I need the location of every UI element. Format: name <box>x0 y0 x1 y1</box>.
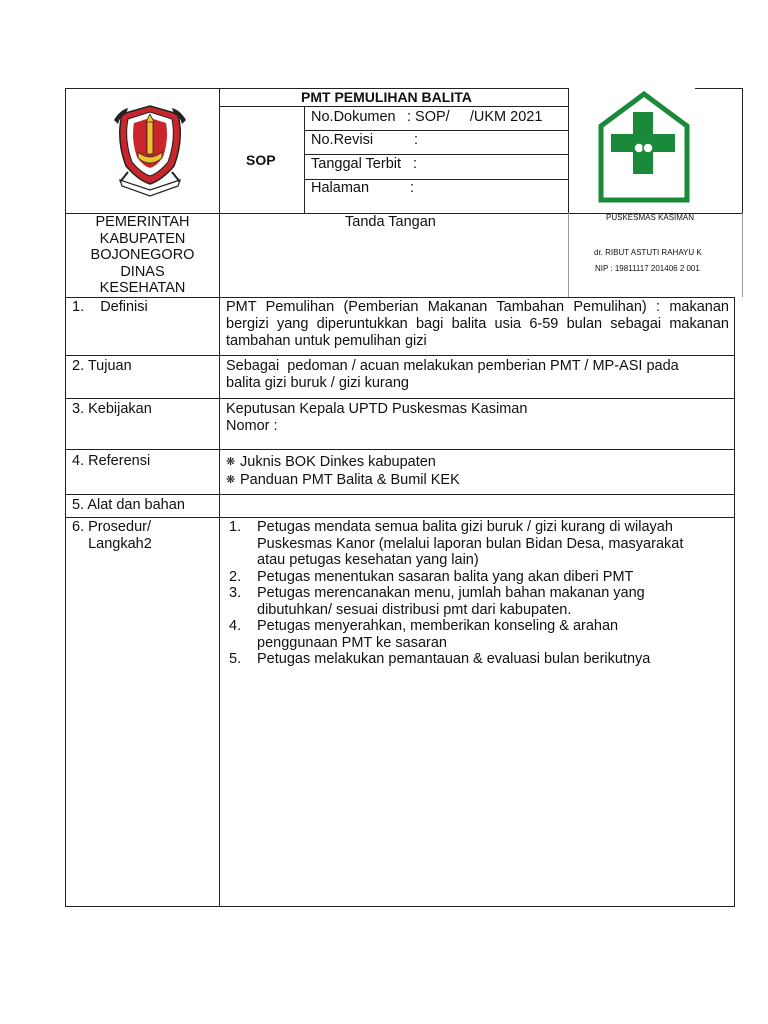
asterisk-bullet-icon: ❋ <box>226 456 236 468</box>
step-number: 1. <box>229 519 242 535</box>
rule <box>65 906 735 907</box>
list-item <box>220 585 683 618</box>
step-line: Petugas merencanakan menu, jumlah bahan makanan yang <box>257 585 645 601</box>
list-item <box>220 651 683 668</box>
rule <box>65 355 735 356</box>
list-item <box>220 618 683 651</box>
referensi-list <box>226 453 460 489</box>
kebijakan-line: Nomor : <box>226 418 278 434</box>
gov-line: PEMERINTAH <box>95 214 190 230</box>
rule <box>742 213 743 297</box>
rule <box>65 398 735 399</box>
asterisk-bullet-icon: ❋ <box>226 474 236 486</box>
step-line: Petugas menentukan sasaran balita yang akan diberi PMT <box>257 568 634 585</box>
sop-label: SOP <box>246 152 276 168</box>
bojonegoro-seal-logo <box>110 100 190 198</box>
document-title: PMT PEMULIHAN BALITA <box>301 89 472 105</box>
step-line: Petugas menyerahkan, memberikan konseling & arahan <box>257 618 619 634</box>
rule <box>568 213 569 297</box>
rule <box>65 449 735 450</box>
step-number: 2. <box>229 568 242 585</box>
kebijakan-line: Keputusan Kepala UPTD Puskesmas Kasiman <box>226 401 528 417</box>
rule <box>65 88 66 907</box>
row-label-prosedur: 6. Prosedur/ <box>72 519 151 535</box>
field-value-tanggal-terbit: : <box>413 156 418 172</box>
signature-label: Tanda Tangan <box>345 214 436 230</box>
step-line: penggunaan PMT ke sasaran <box>257 634 447 651</box>
tujuan-line: balita gizi buruk / gizi kurang <box>226 375 409 391</box>
field-label-tanggal-terbit: Tanggal Terbit <box>311 156 402 172</box>
rule <box>65 88 225 89</box>
rule <box>219 106 569 107</box>
rule <box>304 106 305 214</box>
field-label-halaman: Halaman <box>311 180 370 196</box>
rule <box>304 154 569 155</box>
row-label-alat-bahan: 5. Alat dan bahan <box>72 497 185 513</box>
rule <box>65 494 735 495</box>
field-label-no-revisi: No.Revisi <box>311 132 374 148</box>
field-value-no-dokumen: : SOP/ /UKM 2021 <box>407 109 543 125</box>
row-label-definisi: 1. Definisi <box>72 299 148 315</box>
definisi-text: PMT Pemulihan (Pemberian Makanan Tambahan Pemulihan) : makanan bergizi yang diperuntukkan bagi balita usia 6-59 bulan sebagai makanan tambahan untuk pemulihan gizi <box>226 299 729 349</box>
step-number: 3. <box>229 585 242 601</box>
rule <box>219 88 220 907</box>
step-line: atau petugas kesehatan yang lain) <box>257 552 479 568</box>
rule <box>65 297 735 298</box>
row-label-kebijakan: 3. Kebijakan <box>72 401 152 417</box>
gov-line: KABUPATEN <box>99 230 186 247</box>
rule <box>65 517 735 518</box>
official-name: dr. RIBUT ASTUTI RAHAYU K <box>594 248 702 257</box>
puskesmas-name: PUSKESMAS KASIMAN <box>606 213 695 222</box>
step-line: Puskesmas Kanor (melalui laporan bulan Bidan Desa, masyarakat <box>257 535 684 552</box>
gov-line: KESEHATAN <box>99 280 186 296</box>
tujuan-line: Sebagai pedoman / acuan melakukan pemberian PMT / MP-ASI pada <box>226 358 679 374</box>
government-block <box>66 214 219 297</box>
gov-line: DINAS <box>120 263 165 280</box>
field-value-halaman: : <box>410 180 415 196</box>
gov-line: BOJONEGORO <box>90 247 195 263</box>
list-item <box>220 519 683 569</box>
step-line: dibutuhkan/ sesuai distribusi pmt dari kabupaten. <box>257 601 572 618</box>
row-label-prosedur: Langkah2 <box>72 536 152 552</box>
step-line: Petugas melakukan pemantauan & evaluasi bulan berikutnya <box>257 651 651 667</box>
field-label-no-dokumen: No.Dokumen <box>311 109 396 125</box>
rule <box>695 88 743 89</box>
list-item <box>220 569 683 586</box>
prosedur-steps <box>220 519 683 668</box>
rule <box>304 130 569 131</box>
list-item <box>226 471 460 489</box>
official-nip: NIP : 19811117 201406 2 001 <box>595 264 700 273</box>
rule <box>734 297 735 907</box>
referensi-item: Juknis BOK Dinkes kabupaten <box>240 454 436 470</box>
step-number: 4. <box>229 618 242 634</box>
step-number: 5. <box>229 651 242 667</box>
referensi-item: Panduan PMT Balita & Bumil KEK <box>240 472 460 488</box>
row-label-tujuan: 2. Tujuan <box>72 358 132 374</box>
row-label-referensi: 4. Referensi <box>72 453 151 469</box>
list-item <box>226 453 460 471</box>
puskesmas-logo <box>595 88 693 204</box>
field-value-no-revisi: : <box>414 132 419 148</box>
step-line: Petugas mendata semua balita gizi buruk / gizi kurang di wilayah <box>257 519 673 535</box>
rule <box>742 88 743 214</box>
